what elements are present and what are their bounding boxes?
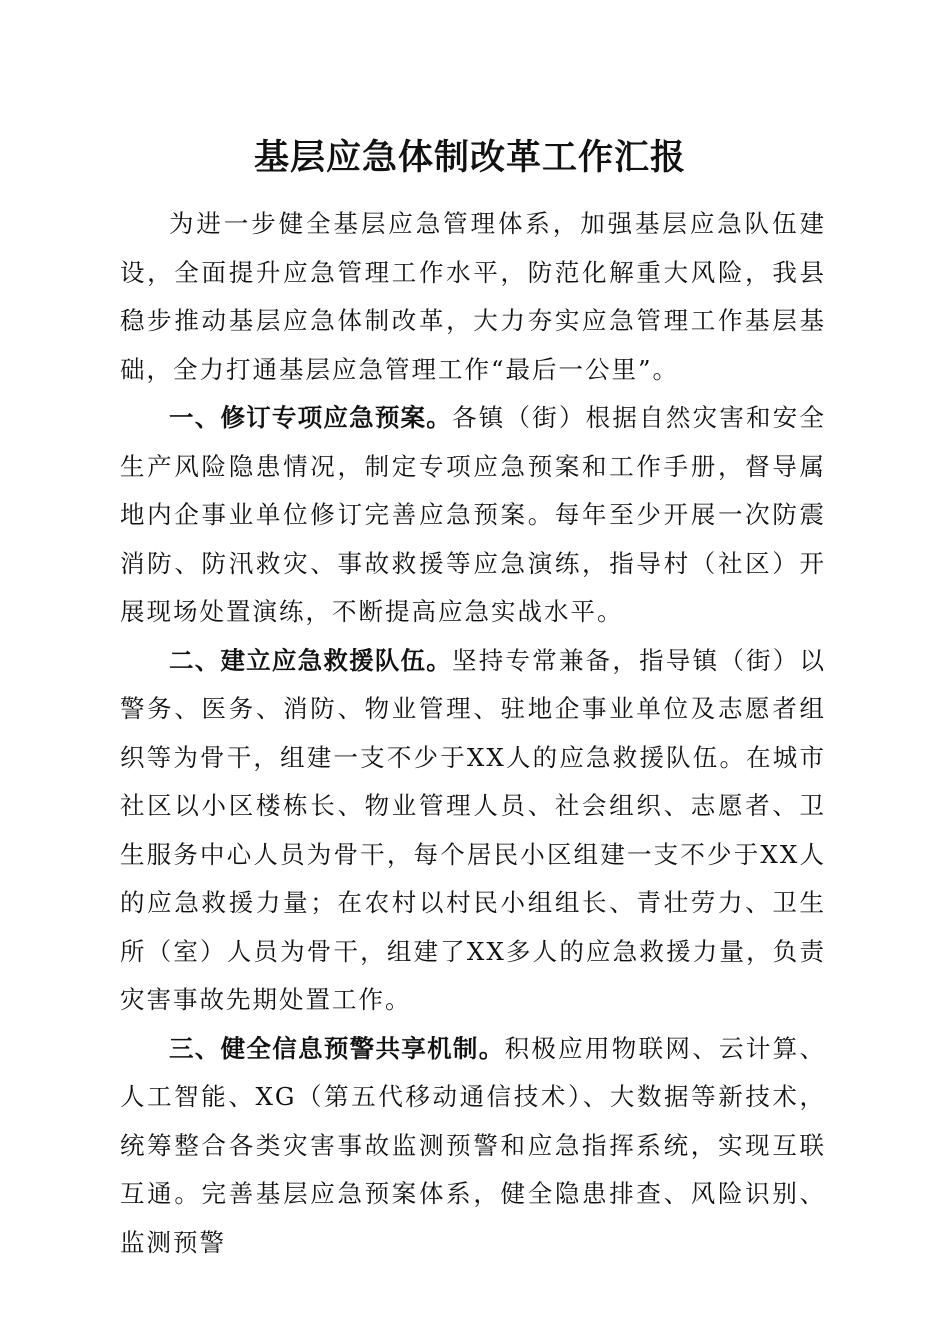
intro-paragraph: 为进一步健全基层应急管理体系，加强基层应急队伍建设，全面提升应急管理工作水平，防范化解重大风险，我县稳步推动基层应急体制改革，大力夯实应急管理工作基层基础，全力打通基层应急管理工作“最后一公里”。 — [120, 209, 826, 384]
section-paragraph-1 — [120, 394, 826, 637]
section-heading-1: 一、修订专项应急预案。 — [169, 403, 453, 432]
section-paragraph-3 — [120, 1025, 826, 1268]
section-text-2: 坚持专常兼备，指导镇（街）以警务、医务、消防、物业管理、驻地企事业单位及志愿者组织等为骨干，组建一支不少于XX人的应急救援队伍。在城市社区以小区楼栋长、物业管理人员、社会组织、志愿者、卫生服务中心人员为骨干，每个居民小区组建一支不少于XX人的应急救援力量；在农村以村民小组组长、青壮劳力、卫生所（室）人员为骨干，组建了XX多人的应急救援力量，负责灾害事故先期处置工作。 — [120, 645, 827, 1014]
section-heading-3: 三、健全信息预警共享机制。 — [169, 1033, 505, 1063]
section-text-1: 各镇（街）根据自然灾害和安全生产风险隐患情况，制定专项应急预案和工作手册，督导属地内企事业单位修订完善应急预案。每年至少开展一次防震消防、防汛救灾、事故救援等应急演练，指导村（社区）开展现场处置演练，不断提高应急实战水平。 — [120, 403, 827, 626]
document-body — [120, 200, 826, 1267]
section-text-3: 积极应用物联网、云计算、人工智能、XG（第五代移动通信技术）、大数据等新技术，统筹整合各类灾害事故监测预警和应急指挥系统，实现互联互通。完善基层应急预案体系，健全隐患排查、风险识别、监测预警 — [120, 1033, 826, 1257]
section-paragraph-2 — [120, 637, 826, 1025]
document-title: 基层应急体制改革工作汇报 — [253, 137, 686, 178]
section-heading-2: 二、建立应急救援队伍。 — [169, 645, 453, 675]
